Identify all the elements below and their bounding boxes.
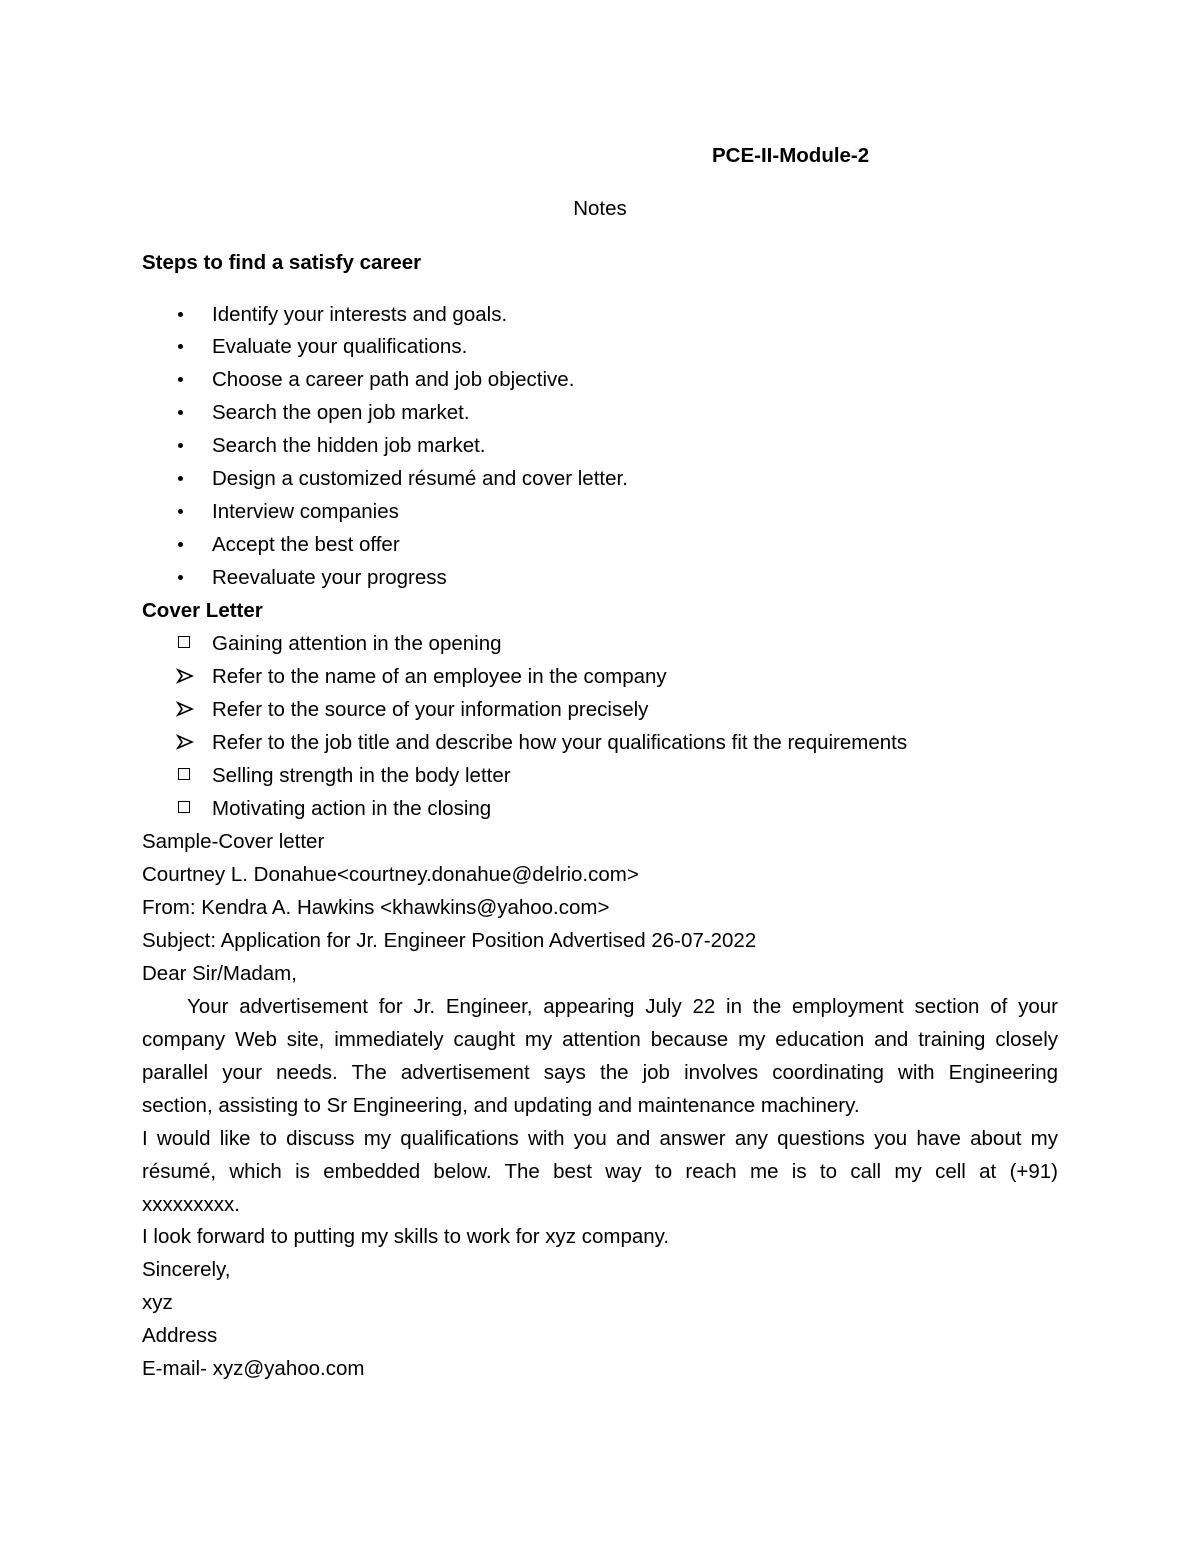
checkbox-square-icon: [178, 636, 190, 648]
subject-line: Subject: Application for Jr. Engineer Position Advertised 26-07-2022: [142, 929, 757, 952]
from-line: From: Kendra A. Hawkins <khawkins@yahoo.com>: [142, 896, 610, 919]
address-line: Address: [142, 1324, 218, 1347]
letter-paragraph-3: I look forward to putting my skills to work for xyz company.: [142, 1225, 670, 1248]
bullet-icon: [178, 344, 183, 349]
cover-letter-heading: Cover Letter: [142, 599, 263, 622]
module-title: PCE-II-Module-2: [712, 144, 870, 167]
closing: Sincerely,: [142, 1258, 231, 1281]
paragraph-line: xxxxxxxxx.: [142, 1193, 240, 1216]
salutation: Dear Sir/Madam,: [142, 962, 297, 985]
bullet-icon: [178, 575, 183, 580]
notes-title: Notes: [573, 197, 627, 220]
paragraph-line: parallel your needs. The advertisement says the job involves coordinating with Engineering: [142, 1061, 1058, 1084]
paragraph-line: section, assisting to Sr Engineering, and updating and maintenance machinery.: [142, 1094, 860, 1117]
document-page: PCE-II-Module-2 Notes Steps to find a satisfy career Identify your interests and goals. Evaluate your qualifications. Choose a career path and job objective. Search the open job market. Search the hidden job market. Design a customized résumé and cover letter. Interview companies Accept the best offer Reevaluate your progress Cover Letter Gaining attention in the opening Refer to the name of an employee in the company Refer to the source of your information precisely Refer to the job title and describe how your qualifications fit the requirements Selling strength in the body letter Motivating action in the closing Sample-Cover letter Courtney L. Donahue<courtney.donahue@delrio.com> From: Kendra A. Hawkins <khawkins@yahoo.com> Subject: Application for Jr. Engineer Position Advertised 26-07-2022 Dear Sir/Madam, Your advertisement for Jr. Engineer, appearing July 22 in the employment section of your company Web site, immediately caught my attention because my education and training closely parallel your needs. The advertisement says the job involves coordinating with Engineering section, assisting to Sr Engineering, and updating and maintenance machinery. I would like to discuss my qualifications with you and answer any questions you have about my résumé, which is embedded below. The best way to reach me is to call my cell at (+91) xxxxxxxxx. I look forward to putting my skills to work for xyz company. Sincerely, xyz Address E-mail- xyz@yahoo.com: [0, 0, 1200, 1553]
bullet-icon: [178, 542, 183, 547]
bullet-icon: [178, 509, 183, 514]
bullet-icon: [178, 377, 183, 382]
bullet-icon: [178, 443, 183, 448]
bullet-icon: [178, 476, 183, 481]
email-line: E-mail- xyz@yahoo.com: [142, 1357, 365, 1380]
checkbox-square-icon: [178, 801, 190, 813]
steps-heading: Steps to find a satisfy career: [142, 251, 422, 274]
letter-paragraph-2: [142, 1122, 1058, 1221]
paragraph-line: I would like to discuss my qualifications with you and answer any questions you have about my: [142, 1127, 1058, 1150]
letter-paragraph-1: [142, 990, 1058, 1122]
arrowhead-icon: [176, 733, 194, 751]
checkbox-square-icon: [178, 768, 190, 780]
paragraph-line: Your advertisement for Jr. Engineer, appearing July 22 in the employment section of your: [187, 995, 1058, 1018]
arrowhead-icon: [176, 667, 194, 685]
bullet-icon: [178, 410, 183, 415]
sample-title: Sample-Cover letter: [142, 830, 325, 853]
arrowhead-icon: [176, 700, 194, 718]
paragraph-line: company Web site, immediately caught my attention because my education and training closely: [142, 1028, 1058, 1051]
recipient-line: Courtney L. Donahue<courtney.donahue@delrio.com>: [142, 863, 639, 886]
bullet-icon: [178, 312, 183, 317]
signature-name: xyz: [142, 1291, 173, 1314]
paragraph-line: résumé, which is embedded below. The best way to reach me is to call my cell at (+91): [142, 1160, 1058, 1183]
